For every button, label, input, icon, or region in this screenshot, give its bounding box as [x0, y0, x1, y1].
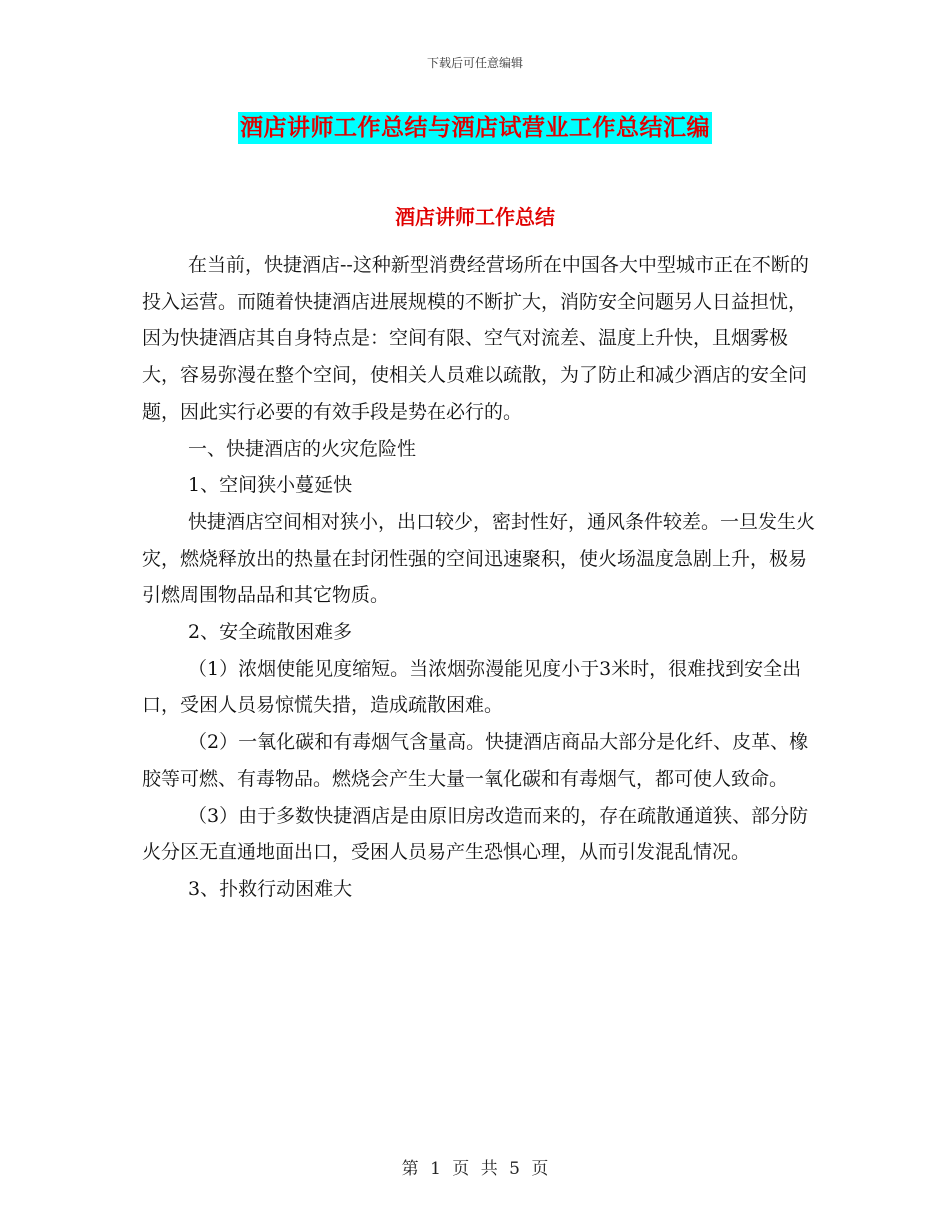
paragraph-smoke: （1）浓烟使能见度缩短。当浓烟弥漫能见度小于3米时，很难找到安全出口，受困人员易惊慌失措，造成疏散困难。 — [142, 657, 802, 717]
subheading-space: 1、空间狭小蔓延快 — [188, 474, 353, 497]
page-header: 下载后可任意编辑 — [426, 56, 523, 70]
heading-fire-risk: 一、快捷酒店的火灾危险性 — [188, 437, 417, 460]
document-body — [142, 247, 822, 908]
paragraph-co: （2）一氧化碳和有毒烟气含量高。快捷酒店商品大部分是化纤、皮革、橡胶等可燃、有毒物品。燃烧会产生大量一氧化碳和有毒烟气，都可使人致命。 — [142, 731, 809, 790]
main-title-block — [0, 112, 950, 144]
intro-paragraph: 在当前，快捷酒店--这种新型消费经营场所在中国各大中型城市正在不断的投入运营。而随着快捷酒店进展规模的不断扩大，消防安全问题另人日益担忧，因为快捷酒店其自身特点是：空间有限、空气对流差、温度上升快，且烟雾极大，容易弥漫在整个空间，使相关人员难以疏散，为了防止和减少酒店的安全问题，因此实行必要的有效手段是势在必行的。 — [142, 254, 809, 423]
subheading-evacuation: 2、安全疏散困难多 — [188, 621, 353, 644]
subheading-rescue: 3、扑救行动困难大 — [188, 877, 353, 900]
paragraph-building: （3）由于多数快捷酒店是由原旧房改造而来的，存在疏散通道狭、部分防火分区无直通地面出口，受困人员易产生恐惧心理，从而引发混乱情况。 — [142, 804, 809, 864]
page-number: 第 1 页 共 5 页 — [401, 1159, 549, 1179]
paragraph-space: 快捷酒店空间相对狭小，出口较少，密封性好，通风条件较差。一旦发生火灾，燃烧释放出的热量在封闭性强的空间迅速聚积，使火场温度急剧上升，极易引燃周围物品品和其它物质。 — [142, 510, 816, 607]
section-title: 酒店讲师工作总结 — [395, 205, 555, 229]
main-title: 酒店讲师工作总结与酒店试营业工作总结汇编 — [238, 112, 712, 144]
